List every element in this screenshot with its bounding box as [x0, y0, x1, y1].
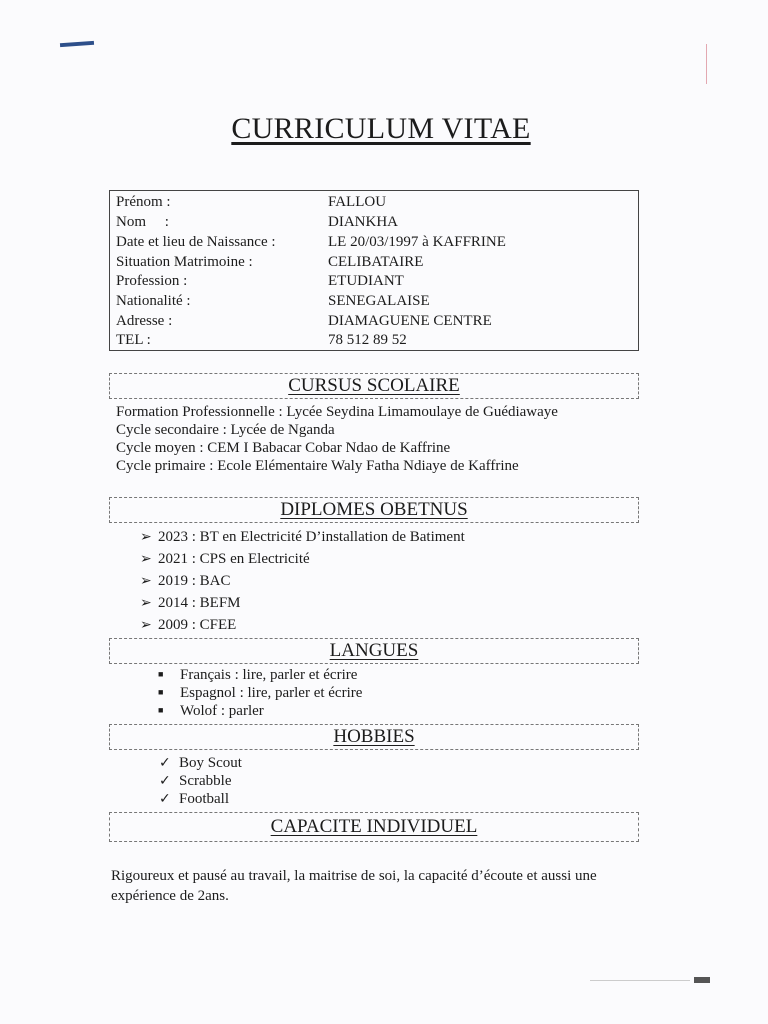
capacite-heading-box [109, 812, 639, 842]
hobbies-heading: HOBBIES [333, 726, 415, 747]
capacite-paragraph [111, 866, 631, 906]
capacite-text-line: expérience de 2ans. [111, 888, 229, 904]
info-label: Date et lieu de Naissance : [116, 234, 276, 250]
info-row [116, 293, 631, 313]
info-value: FALLOU [328, 194, 387, 210]
info-label: Nationalité : [116, 293, 191, 309]
square-bullet-icon: ■ [158, 687, 164, 697]
diploma-item [140, 595, 241, 612]
info-label: TEL : [116, 332, 151, 348]
info-value: CELIBATAIRE [328, 254, 424, 270]
arrow-bullet-icon: ➢ [140, 551, 152, 567]
diploma-text: 2019 : BAC [158, 573, 231, 589]
scan-mark [694, 977, 710, 983]
hobby-text: Boy Scout [179, 755, 242, 771]
language-text: Français : lire, parler et écrire [180, 667, 358, 683]
arrow-bullet-icon: ➢ [140, 617, 152, 633]
info-value: SENEGALAISE [328, 293, 430, 309]
edge-mark [706, 44, 707, 84]
info-label: Profession : [116, 273, 188, 289]
page-title: CURRICULUM VITAE [231, 112, 531, 145]
info-row [116, 194, 631, 214]
info-row [116, 214, 631, 234]
pen-mark [60, 41, 94, 47]
info-row [116, 313, 631, 333]
capacite-heading: CAPACITE INDIVIDUEL [270, 816, 478, 837]
personal-info-box [109, 190, 639, 351]
info-label: Prénom : [116, 194, 171, 210]
info-value: DIAMAGUENE CENTRE [328, 313, 492, 329]
arrow-bullet-icon: ➢ [140, 529, 152, 545]
language-item [158, 667, 357, 684]
hobbies-heading-box [109, 724, 639, 750]
square-bullet-icon: ■ [158, 669, 164, 679]
info-value: LE 20/03/1997 à KAFFRINE [328, 234, 506, 250]
info-label: Situation Matrimoine : [116, 254, 253, 270]
language-text: Wolof : parler [180, 703, 264, 719]
cursus-item: Formation Professionnelle : Lycée Seydina Limamoulaye de Guédiawaye [116, 404, 558, 420]
info-value: 78 512 89 52 [328, 332, 407, 348]
info-value: DIANKHA [328, 214, 398, 230]
language-item [158, 703, 264, 720]
info-label: Adresse : [116, 313, 173, 329]
hobby-item [159, 755, 242, 772]
scan-line [590, 980, 690, 981]
square-bullet-icon: ■ [158, 705, 164, 715]
cursus-item: Cycle secondaire : Lycée de Nganda [116, 422, 335, 438]
diploma-text: 2021 : CPS en Electricité [158, 551, 310, 567]
arrow-bullet-icon: ➢ [140, 595, 152, 611]
diploma-text: 2014 : BEFM [158, 595, 241, 611]
cursus-heading-box [109, 373, 639, 399]
info-value: ETUDIANT [328, 273, 404, 289]
language-text: Espagnol : lire, parler et écrire [180, 685, 363, 701]
info-row [116, 332, 631, 352]
checkmark-icon: ✓ [159, 773, 171, 789]
cursus-heading: CURSUS SCOLAIRE [288, 375, 460, 396]
diplomes-heading-box [109, 497, 639, 523]
diploma-text: 2023 : BT en Electricité D’installation de Batiment [158, 529, 465, 545]
checkmark-icon: ✓ [159, 791, 171, 807]
info-row [116, 254, 631, 274]
language-item [158, 685, 362, 702]
hobby-item [159, 773, 231, 790]
diploma-item [140, 573, 231, 590]
hobby-text: Football [179, 791, 230, 807]
diplomes-heading: DIPLOMES OBETNUS [280, 499, 468, 520]
arrow-bullet-icon: ➢ [140, 573, 152, 589]
info-label: Nom : [116, 214, 169, 230]
info-row [116, 273, 631, 293]
diploma-item [140, 617, 236, 634]
langues-heading: LANGUES [329, 640, 419, 661]
diploma-item [140, 551, 310, 568]
cursus-item: Cycle moyen : CEM I Babacar Cobar Ndao de Kaffrine [116, 440, 451, 456]
langues-heading-box [109, 638, 639, 664]
diploma-text: 2009 : CFEE [158, 617, 237, 633]
capacite-text-line: Rigoureux et pausé au travail, la maitrise de soi, la capacité d’écoute et aussi une [111, 868, 597, 884]
hobby-item [159, 791, 229, 808]
diploma-item [140, 529, 465, 546]
checkmark-icon: ✓ [159, 755, 171, 771]
info-row [116, 234, 631, 254]
hobby-text: Scrabble [179, 773, 232, 789]
cursus-item: Cycle primaire : Ecole Elémentaire Waly Fatha Ndiaye de Kaffrine [116, 458, 519, 474]
